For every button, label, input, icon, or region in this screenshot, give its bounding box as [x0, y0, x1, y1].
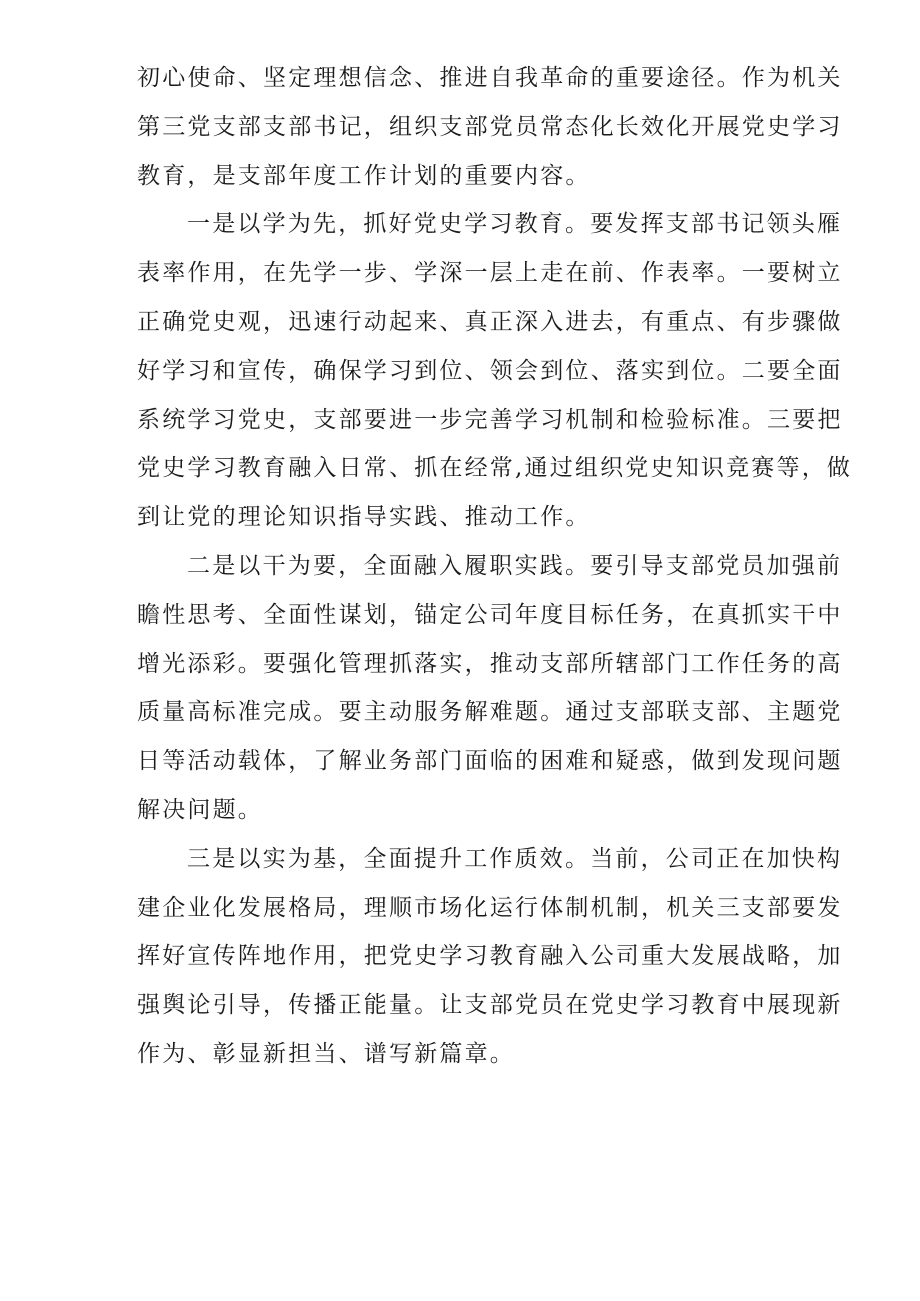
text-line: 质量高标准完成。要主动服务解难题。通过支部联支部、主题党	[137, 699, 843, 726]
text-line: 正确党史观，迅速行动起来、真正深入进去，有重点、有步骤做	[137, 308, 843, 335]
text-line: 初心使命、坚定理想信念、推进自我革命的重要途径。作为机关	[137, 65, 843, 91]
text-line: 挥好宣传阵地作用，把党史学习教育融入公司重大发展战略，加	[137, 943, 843, 970]
text-line: 二是以干为要，全面融入履职实践。要引导支部党员加强前	[187, 552, 843, 579]
text-line: 瞻性思考、全面性谋划，锚定公司年度目标任务，在真抓实干中	[137, 601, 843, 628]
text-line: 好学习和宣传，确保学习到位、领会到位、落实到位。二要全面	[137, 357, 843, 384]
text-line: 教育，是支部年度工作计划的重要内容。	[137, 162, 591, 189]
text-line: 增光添彩。要强化管理抓落实，推动支部所辖部门工作任务的高	[137, 650, 843, 677]
paragraph-point-2	[137, 542, 843, 835]
paragraph-intro	[137, 54, 843, 200]
document-body	[137, 54, 853, 1079]
text-line: 一是以学为先，抓好党史学习教育。要发挥支部书记领头雁	[187, 211, 843, 238]
text-line: 作为、彰显新担当、谱写新篇章。	[137, 1040, 515, 1067]
text-line: 表率作用，在先学一步、学深一层上走在前、作表率。一要树立	[137, 260, 843, 287]
text-line: 日等活动载体，了解业务部门面临的困难和疑惑，做到发现问题	[137, 748, 843, 775]
paragraph-point-3	[137, 835, 843, 1079]
text-line: 强舆论引导，传播正能量。让支部党员在党史学习教育中展现新	[137, 992, 843, 1019]
paragraph-point-1	[137, 200, 853, 542]
text-line: 三是以实为基，全面提升工作质效。当前，公司正在加快构	[187, 845, 843, 872]
text-line: 解决问题。	[137, 796, 263, 823]
text-line: 到让党的理论知识指导实践、推动工作。	[137, 504, 591, 531]
text-line: 系统学习党史，支部要进一步完善学习机制和检验标准。三要把	[137, 406, 843, 433]
text-line: 党史学习教育融入日常、抓在经常,通过组织党史知识竞赛等，做	[137, 455, 853, 482]
text-line: 第三党支部支部书记，组织支部党员常态化长效化开展党史学习	[137, 113, 843, 140]
text-line: 建企业化发展格局，理顺市场化运行体制机制，机关三支部要发	[137, 894, 843, 921]
